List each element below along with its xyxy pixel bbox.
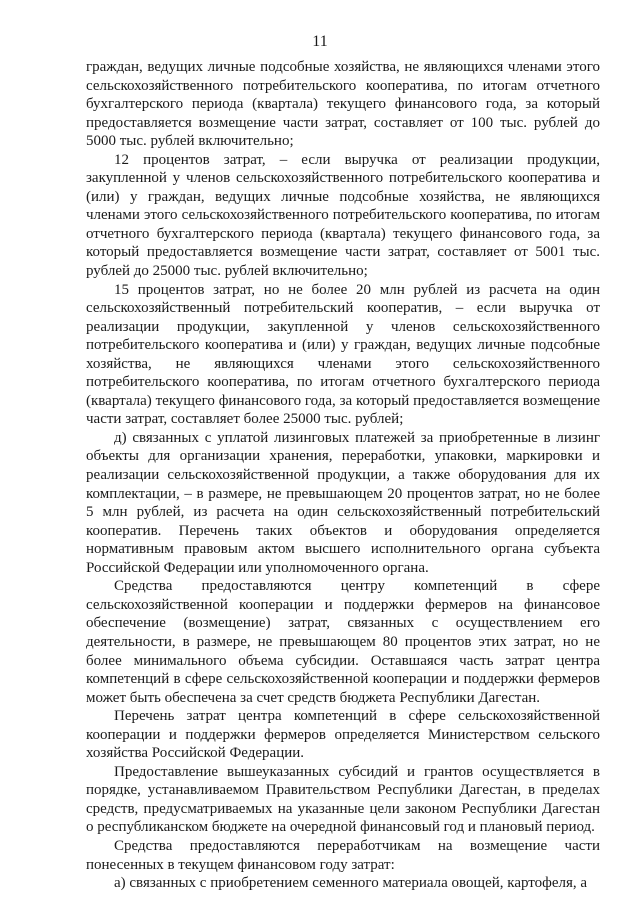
paragraph-12-percent: 12 процентов затрат, – если выручка от реализации продукции, закупленной у членов сельскохозяйственного потребительского кооператива и (или) у граждан, ведущих личные подсобные хозяйства, не являющихся членами этого сельскохозяйственного потребительского кооператива, по итогам отчетного бухгалтерского периода (квартала) текущего финансового года, за который предоставляется возмещение части затрат, составляет от 5001 тыс. рублей до 25000 тыс. рублей включительно; — [86, 151, 600, 280]
paragraph-processors-reimbursement: Средства предоставляются переработчикам на возмещение части понесенных в текущем финансовом году затрат: — [86, 837, 600, 873]
paragraph-15-percent: 15 процентов затрат, но не более 20 млн рублей из расчета на один сельскохозяйственный потребительский кооператив, – если выручка от реализации продукции, закупленной у членов сельскохозяйственного потребительского кооператива и (или) у граждан, ведущих личные подсобные хозяйства, не являющихся членами этого сельскохозяйственного потребительского кооператива, по итогам отчетного бухгалтерского периода (квартала) текущего финансового года, за который предоставляется возмещение части затрат, составляет более 25000 тыс. рублей; — [86, 281, 600, 428]
paragraph-item-a-seeds: а) связанных с приобретением семенного материала овощей, картофеля, а — [114, 875, 588, 892]
paragraph-competence-center-funding: Средства предоставляются центру компетенций в сфере сельскохозяйственной кооперации и поддержки фермеров на финансовое обеспечение (возмещение) затрат, связанных с осуществлением его деятельности, в размере, не превышающем 80 процентов этих затрат, но не более минимального объема субсидии. Оставшаяся часть затрат центра компетенций в сфере сельскохозяйственной кооперации и поддержки фермеров может быть обеспечена за счет средств бюджета Республики Дагестан. — [86, 578, 600, 706]
paragraph-subsidy-procedure: Предоставление вышеуказанных субсидий и грантов осуществляется в порядке, устанавливаемом Правительством Республики Дагестан, в пределах средств, предусматриваемых на указанные цели законом Республики Дагестан о республиканском бюджете на очередной финансовый год и плановый период. — [86, 763, 600, 836]
document-body — [86, 58, 600, 893]
page-number: 11 — [312, 33, 328, 50]
paragraph-continuation: граждан, ведущих личные подсобные хозяйства, не являющихся членами этого сельскохозяйственного потребительского кооператива, по итогам отчетного бухгалтерского периода (квартала) текущего финансового года, за который предоставляется возмещение части затрат, составляет от 100 тыс. рублей до 5000 тыс. рублей включительно; — [86, 59, 600, 150]
paragraph-item-d-leasing: д) связанных с уплатой лизинговых платежей за приобретенные в лизинг объекты для организации хранения, переработки, упаковки, маркировки и реализации сельскохозяйственной продукции, а также оборудования для их комплектации, – в размере, не превышающем 20 процентов затрат, но не более 5 млн рублей, из расчета на один сельскохозяйственный потребительский кооператив. Перечень таких объектов и оборудования определяется нормативным правовым актом высшего исполнительного органа субъекта Российской Федерации или уполномоченного органа. — [86, 429, 600, 576]
paragraph-competence-center-costs: Перечень затрат центра компетенций в сфере сельскохозяйственной кооперации и поддержки фермеров определяется Министерством сельского хозяйства Российской Федерации. — [86, 708, 600, 762]
